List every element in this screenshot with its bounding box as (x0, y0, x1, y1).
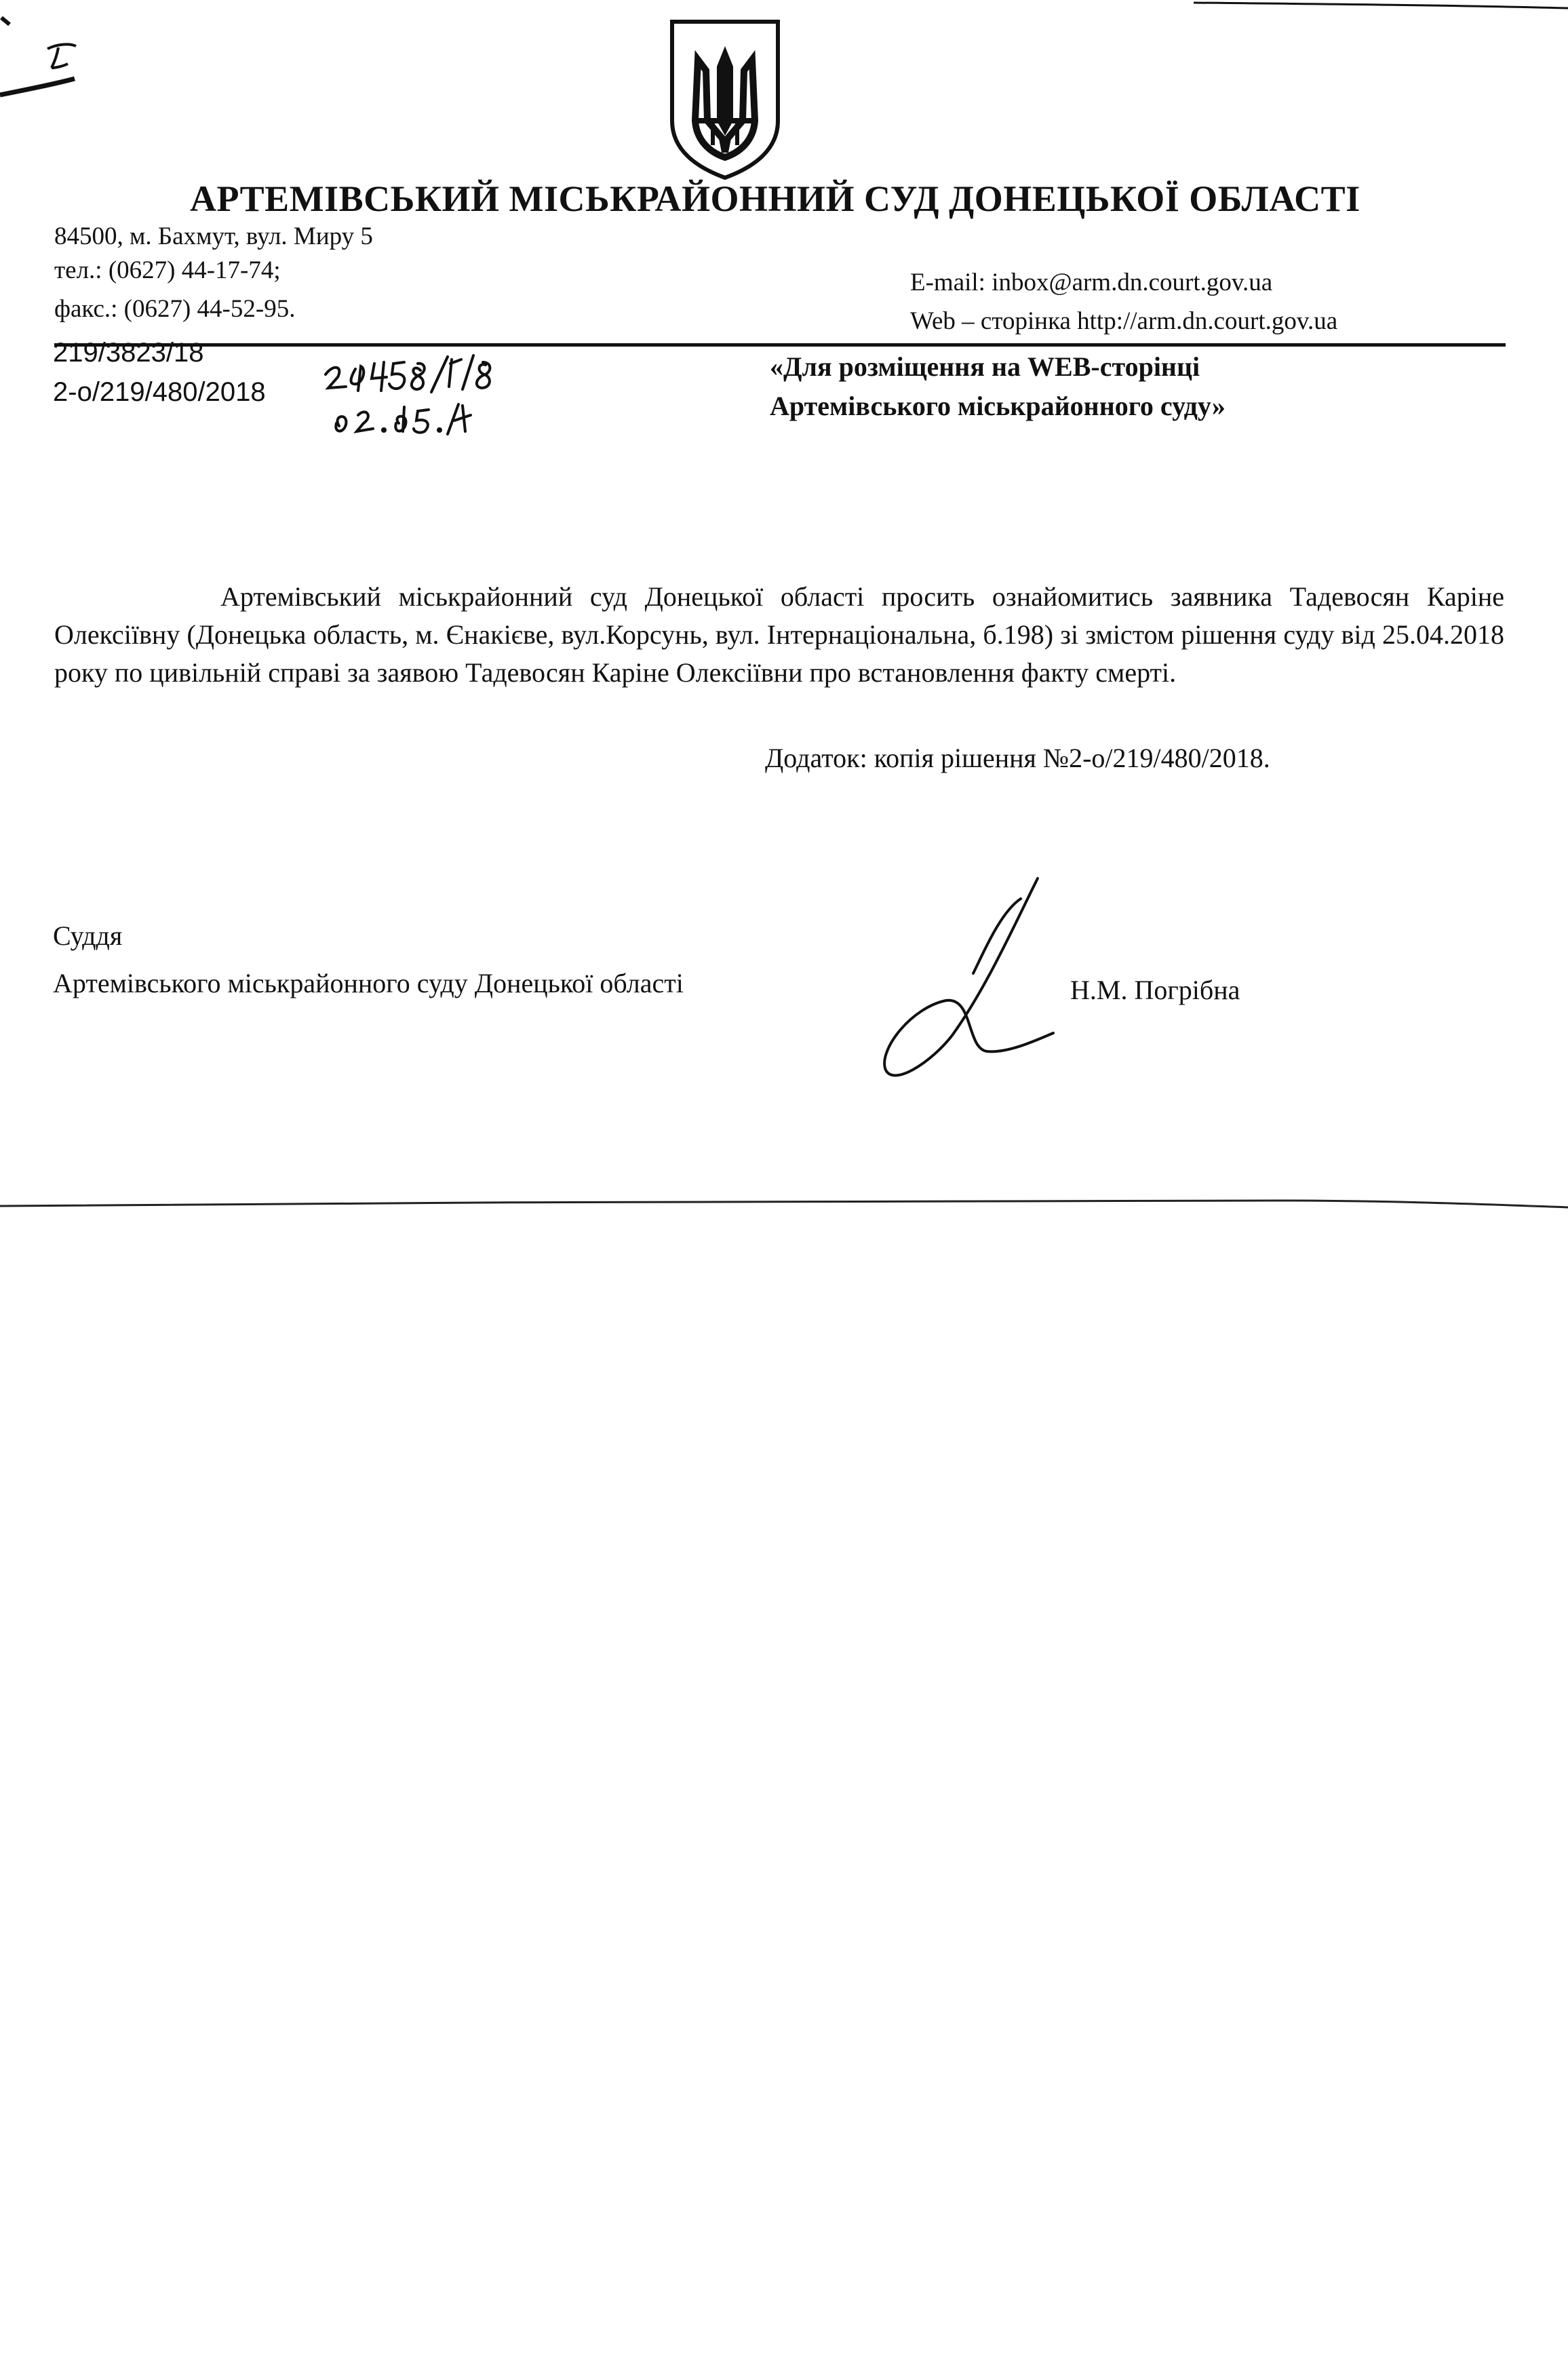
web-note-line-2: Артемівського міськрайонного суду» (770, 391, 1226, 421)
page-fold-line (0, 1187, 1568, 1214)
court-fax: факс.: (0627) 44-52-95. (54, 295, 296, 323)
court-website: Web – сторінка http://arm.dn.court.gov.ua (910, 307, 1338, 335)
scan-edge-line (1194, 0, 1568, 14)
court-phone: тел.: (0627) 44-17-74; (54, 256, 281, 284)
case-number: 219/3823/18 (53, 338, 204, 368)
proceeding-number: 2-о/219/480/2018 (53, 377, 266, 407)
attachment-note: Додаток: копія рішення №2-о/219/480/2018. (765, 743, 1270, 773)
court-email: E-mail: inbox@arm.dn.court.gov.ua (910, 269, 1273, 296)
judge-name: Н.М. Погрібна (1070, 975, 1240, 1005)
judge-court-name: Артемівського міськрайонного суду Донецької області (53, 968, 684, 998)
corner-scan-mark (0, 14, 88, 109)
handwritten-registration-stamp (319, 339, 522, 448)
web-note-line-1: «Для розміщення на WEB-сторінці (770, 351, 1200, 382)
judge-title: Суддя (53, 920, 123, 951)
letter-body-paragraph: Артемівський міськрайонний суд Донецької області просить ознайомитись заявника Тадевосян Каріне Олексіївну (Донецька область, м. Єнакієве, вул.Корсунь, вул. Інтернаціональна, б.198) зі змістом рішення суду від 25.04.2018 року по цивільній справі за заявою Тадевосян Каріне Олексіївни про встановлення факту смерті. (54, 581, 1504, 688)
header-divider (54, 343, 1506, 347)
judge-signature (871, 872, 1061, 1089)
court-address: 84500, м. Бахмут, вул. Миру 5 (54, 222, 373, 250)
coat-of-arms-emblem (668, 19, 782, 180)
court-name-heading: АРТЕМІВСЬКИЙ МІСЬКРАЙОННИЙ СУД ДОНЕЦЬКОЇ ОБЛАСТІ (190, 178, 1360, 219)
web-publication-note (770, 347, 1502, 426)
